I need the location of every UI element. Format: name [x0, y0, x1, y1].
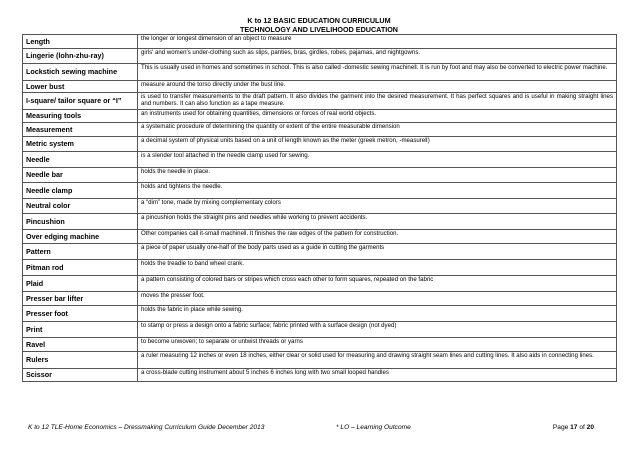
page-prefix: Page: [552, 424, 569, 431]
glossary-term: Needle: [23, 152, 138, 168]
glossary-term: Rulers: [23, 352, 138, 369]
table-row: [23, 306, 617, 322]
page-footer: [28, 424, 594, 434]
glossary-definition: a cross-blade cutting instrument about 5 inches 6 inches long with two small looped handles: [138, 369, 617, 382]
glossary-definition: a pincushion holds the straight pins and needles while working to prevent accidents.: [138, 214, 617, 230]
curriculum-title: K to 12 BASIC EDUCATION CURRICULUM: [247, 16, 391, 25]
glossary-term: Needle clamp: [23, 183, 138, 199]
table-row: [23, 123, 617, 137]
glossary-definition: moves the presser foot.: [138, 292, 617, 306]
glossary-definition: a “dim” tone, made by mixing complementary colors: [138, 199, 617, 214]
footer-guide-title: K to 12 TLE-Home Economics – Dressmaking Curriculum Guide December 2013: [28, 424, 265, 431]
glossary-definition: a ruler measuring 12 inches or even 18 inches, either clear or solid used for measuring and drawing straight seam lines and cutting lines. It also aids in connecting lines.: [138, 352, 617, 369]
table-row: [23, 276, 617, 292]
glossary-definition: Other companies call it-small machine‖. It finishes the raw edges of the pattern for construction.: [138, 230, 617, 244]
glossary-definition: a systematic procedure of determining the quantity or extent of the entire measurable dimension: [138, 123, 617, 137]
glossary-definition: to stamp or press a design onto a fabric surface; fabric printed with a surface design (not dyed): [138, 322, 617, 338]
glossary-term: Length: [23, 35, 138, 49]
subject-title: TECHNOLOGY AND LIVELIHOOD EDUCATION: [240, 24, 398, 34]
glossary-definition: holds the fabric in place while sewing.: [138, 306, 617, 322]
table-row: [23, 81, 617, 93]
glossary-body: [23, 35, 617, 382]
table-row: [23, 260, 617, 276]
glossary-term: Needle bar: [23, 168, 138, 183]
table-row: [23, 168, 617, 183]
glossary-term: Pattern: [23, 244, 138, 260]
table-row: [23, 152, 617, 168]
table-row: [23, 230, 617, 244]
page-number: [553, 424, 594, 431]
table-row: [23, 338, 617, 352]
glossary-term: Over edging machine: [23, 230, 138, 244]
glossary-definition: an instruments used for obtaining quantities, dimensions or forces of real world objects.: [138, 110, 617, 123]
glossary-table: [22, 34, 617, 382]
table-row: [23, 352, 617, 369]
glossary-term: Measurement: [23, 123, 138, 137]
glossary-term: Scissor: [23, 369, 138, 382]
glossary-term: Plaid: [23, 276, 138, 292]
table-row: [23, 49, 617, 64]
glossary-definition: holds the treadle to band wheel crank.: [138, 260, 617, 276]
table-row: [23, 199, 617, 214]
page-current: 17: [570, 424, 578, 431]
glossary-term: Presser bar lifter: [23, 292, 138, 306]
glossary-definition: holds the needle in place.: [138, 168, 617, 183]
glossary-term: Pitman rod: [23, 260, 138, 276]
glossary-definition: to become unwoven; to separate or untwist threads or yarns: [138, 338, 617, 352]
glossary-term: Print: [23, 322, 138, 338]
table-row: [23, 244, 617, 260]
table-row: [23, 64, 617, 81]
glossary-definition: girls' and women's under-clothing such as slips, panties, bras, girdles, robes, pajamas, and nightgowns.: [138, 49, 617, 64]
footer-legend: * LO – Learning Outcome: [336, 424, 411, 431]
glossary-term: Lingerie (lohn-zhu-ray): [23, 49, 138, 64]
document-header: [0, 17, 638, 34]
glossary-definition: This is usually used in homes and sometimes in school. This is also called -domestic sewing machine‖. It is run by foot and may also be converted to electric power machine.: [138, 64, 617, 81]
glossary-definition: a decimal system of physical units based on a unit of length known as the meter (greek metron, -measure‖): [138, 137, 617, 152]
glossary-definition: measure around the torso directly under the bust line.: [138, 81, 617, 93]
glossary-term: Lower bust: [23, 81, 138, 93]
glossary-term: Neutral color: [23, 199, 138, 214]
table-row: [23, 137, 617, 152]
glossary-definition: a piece of paper usually one-half of the body parts used as a guide in cutting the garments: [138, 244, 617, 260]
table-row: [23, 369, 617, 382]
glossary-definition: the longer or longest dimension of an object to measure: [138, 35, 617, 49]
table-row: [23, 35, 617, 49]
table-row: [23, 110, 617, 123]
table-row: [23, 183, 617, 199]
page-total: 20: [586, 424, 594, 431]
glossary-term: Ravel: [23, 338, 138, 352]
glossary-term: Pincushion: [23, 214, 138, 230]
glossary-definition: is used to transfer measurements to the draft pattern. It also divides the garment into the desired measurement. It has perfect squares and is useful in making straight lines and numbers. It can also function as a tape measure.: [138, 93, 617, 110]
table-row: [23, 214, 617, 230]
glossary-term: Measuring tools: [23, 110, 138, 123]
glossary-term: Lockstich sewing machine: [23, 64, 138, 81]
glossary-definition: a pattern consisting of colored bars or stripes which cross each other to form squares, repeated on the fabric: [138, 276, 617, 292]
glossary-term: Presser foot: [23, 306, 138, 322]
table-row: [23, 322, 617, 338]
glossary-term: I-square/ tailor square or “I”: [23, 93, 138, 110]
page-of: of: [579, 424, 585, 431]
glossary-definition: is a slender tool attached in the needle clamp used for sewing.: [138, 152, 617, 168]
glossary-definition: holds and tightens the needle.: [138, 183, 617, 199]
table-row: [23, 93, 617, 110]
table-row: [23, 292, 617, 306]
glossary-term: Metric system: [23, 137, 138, 152]
